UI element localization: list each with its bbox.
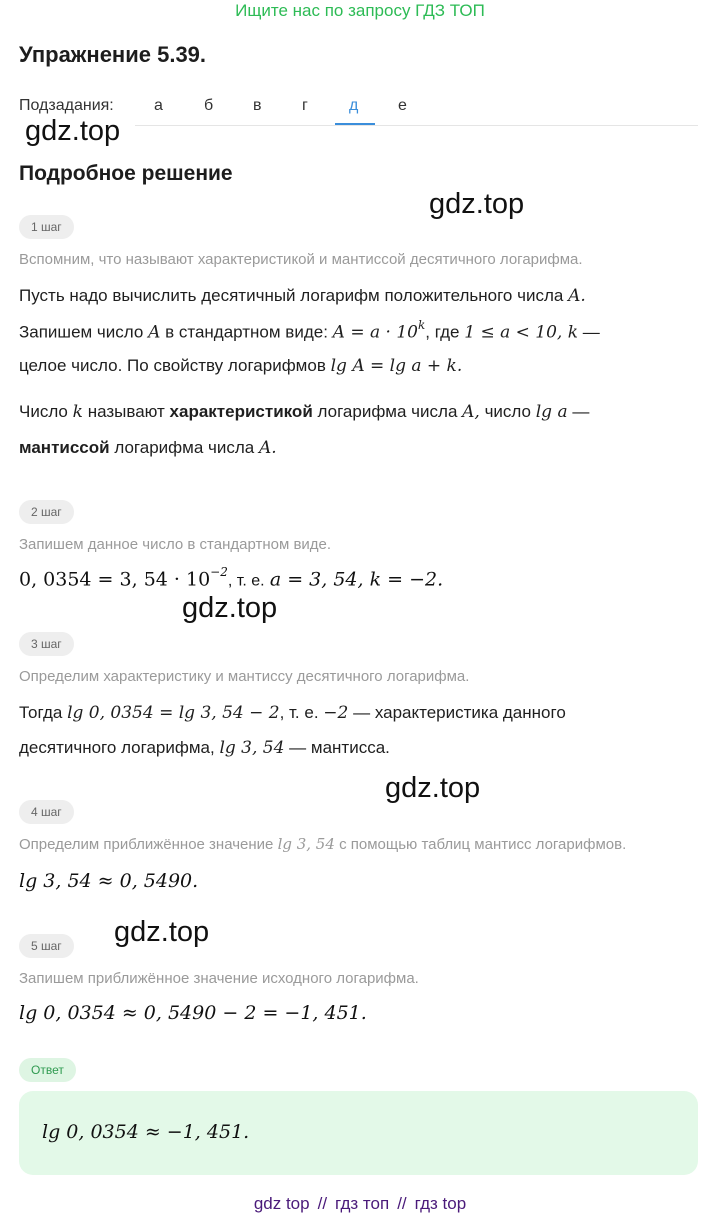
step-2-formula: 0, 0354 = 3, $54 \cdot 10^{-2}$, т. е. a = 3, 54, k = −2. xyxy=(19,565,444,591)
search-banner: Ищите нас по запросу ГДЗ ТОП xyxy=(235,1,485,20)
footer-link-gdz-top[interactable]: gdz top xyxy=(253,1194,310,1213)
step-1-line-3: целое число. По свойству логарифмов lg A = lg a + k. xyxy=(19,356,463,376)
step-3-line-1: Тогда lg 0, 0354 = lg 3, 54 − 2, т. е. −2 — характеристика данного xyxy=(19,703,566,723)
step-3-hint: Определим характеристику и мантиссу десятичного логарифма. xyxy=(19,668,470,685)
tab-b[interactable]: б xyxy=(204,97,214,114)
step-3-badge: 3 шаг xyxy=(19,632,74,656)
step-1-line-4: Число k называют характеристикой логарифма числа A, число lg a — xyxy=(19,402,590,422)
tab-a[interactable]: а xyxy=(154,97,163,114)
footer-link-gdz-top-mixed[interactable]: гдз top xyxy=(414,1194,467,1213)
step-2-badge: 2 шаг xyxy=(19,500,74,524)
step-5-hint: Запишем приближённое значение исходного логарифма. xyxy=(19,970,419,987)
footer-separator: // xyxy=(317,1194,328,1213)
watermark: gdz.top xyxy=(25,115,121,147)
answer-formula: lg 0, 0354 ≈ −1, 451. xyxy=(42,1121,250,1143)
section-title: Подробное решение xyxy=(19,162,233,185)
step-2-hint: Запишем данное число в стандартном виде. xyxy=(19,536,332,553)
answer-badge: Ответ xyxy=(19,1058,76,1082)
step-4-formula: lg 3, 54 ≈ 0, 5490. xyxy=(19,870,199,892)
watermark: gdz.top xyxy=(114,916,210,948)
tab-e[interactable]: е xyxy=(398,97,407,114)
step-1-line-5: мантиссой логарифма числа A. xyxy=(19,438,277,458)
tabs-divider xyxy=(135,125,698,126)
footer-links xyxy=(0,1194,720,1214)
step-3-line-2: десятичного логарифма, lg 3, 54 — мантисса. xyxy=(19,738,390,758)
tab-g[interactable]: г xyxy=(302,97,308,114)
footer-separator: // xyxy=(397,1194,407,1213)
watermark: gdz.top xyxy=(429,188,525,220)
step-1-badge: 1 шаг xyxy=(19,215,74,239)
step-1-hint: Вспомним, что называют характеристикой и мантиссой десятичного логарифма. xyxy=(19,251,583,268)
step-1-line-1: Пусть надо вычислить десятичный логарифм положительного числа A. xyxy=(19,286,586,306)
step-4-badge: 4 шаг xyxy=(19,800,74,824)
page-title: Упражнение 5.39. xyxy=(19,42,207,67)
step-4-hint: Определим приближённое значение lg 3, 54 с помощью таблиц мантисс логарифмов. xyxy=(19,835,627,853)
subtasks-label: Подзадания: xyxy=(19,97,114,114)
tab-d[interactable]: д xyxy=(349,97,359,114)
tab-v[interactable]: в xyxy=(253,97,262,114)
step-5-badge: 5 шаг xyxy=(19,934,74,958)
watermark: gdz.top xyxy=(182,592,278,624)
step-1-line-2: Запишем число A в стандартном виде: $A = a \cdot 10^k$, где 1 ≤ a < 10, k — xyxy=(19,318,600,343)
step-5-formula: lg 0, 0354 ≈ 0, 5490 − 2 = −1, 451. xyxy=(19,1002,367,1024)
watermark: gdz.top xyxy=(385,772,481,804)
active-tab-indicator xyxy=(335,123,375,125)
footer-link-gdz-top-ru[interactable]: гдз топ xyxy=(335,1194,390,1213)
